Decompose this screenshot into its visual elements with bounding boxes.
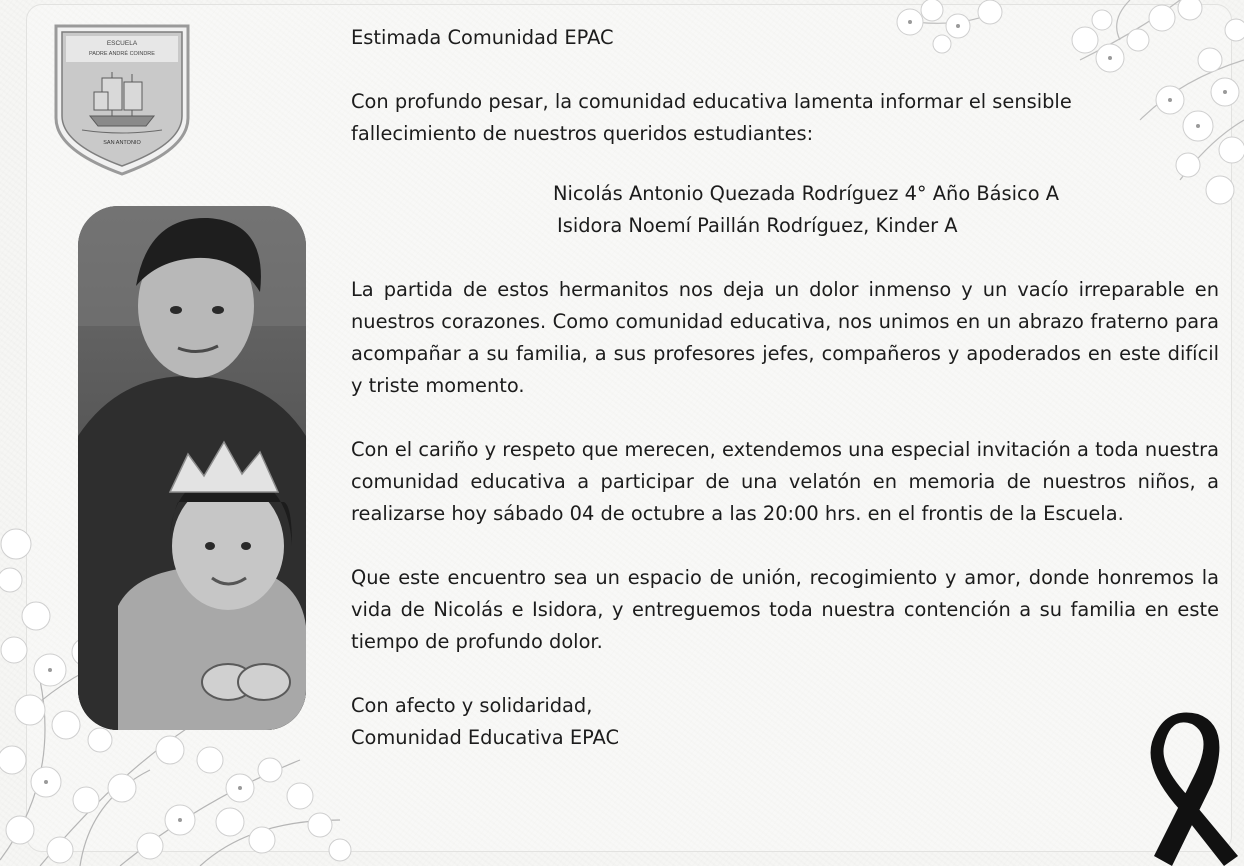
school-crest-logo — [52, 22, 192, 178]
students-photo — [78, 206, 306, 730]
logo-line2: PADRE ANDRÉ COINDRE — [89, 51, 155, 57]
paragraph-3: Que este encuentro sea un espacio de unión, recogimiento y amor, donde honremos la vida de Nicolás e Isidora, y entreguemos toda nuestra contención a su familia en este tiempo de profundo dolor. — [351, 566, 1219, 653]
paragraph-2: Con el cariño y respeto que merecen, extendemos una especial invitación a toda nuestra comunidad educativa a participar de una velatón en memoria de nuestros niños, a realizarse hoy sábado 04 de octubre a las 20:00 hrs. en el frontis de la Escuela. — [351, 438, 1219, 525]
logo-line3: SAN ANTONIO — [103, 140, 141, 146]
mourning-ribbon-icon — [1134, 706, 1244, 866]
closing-line: Con afecto y solidaridad, — [351, 694, 593, 717]
students-names — [351, 178, 1219, 242]
letter-body — [351, 22, 1219, 754]
greeting: Estimada Comunidad EPAC — [351, 26, 614, 49]
paragraph-1: La partida de estos hermanitos nos deja un dolor inmenso y un vacío irreparable en nuestros corazones. Como comunidad educativa, nos unimos en un abrazo fraterno para acompañar a su familia, a sus profesores jefes, compañeros y apoderados en este difícil y triste momento. — [351, 278, 1219, 397]
student-name-nicolas: Nicolás Antonio Quezada Rodríguez 4° Año Básico A — [553, 182, 1059, 205]
signature: Comunidad Educativa EPAC — [351, 726, 619, 749]
student-name-isidora: Isidora Noemí Paillán Rodríguez, Kinder A — [557, 214, 958, 237]
intro-paragraph: Con profundo pesar, la comunidad educativa lamenta informar el sensible fallecimiento de nuestros queridos estudiantes: — [351, 90, 1072, 145]
logo-line1: ESCUELA — [106, 40, 138, 47]
